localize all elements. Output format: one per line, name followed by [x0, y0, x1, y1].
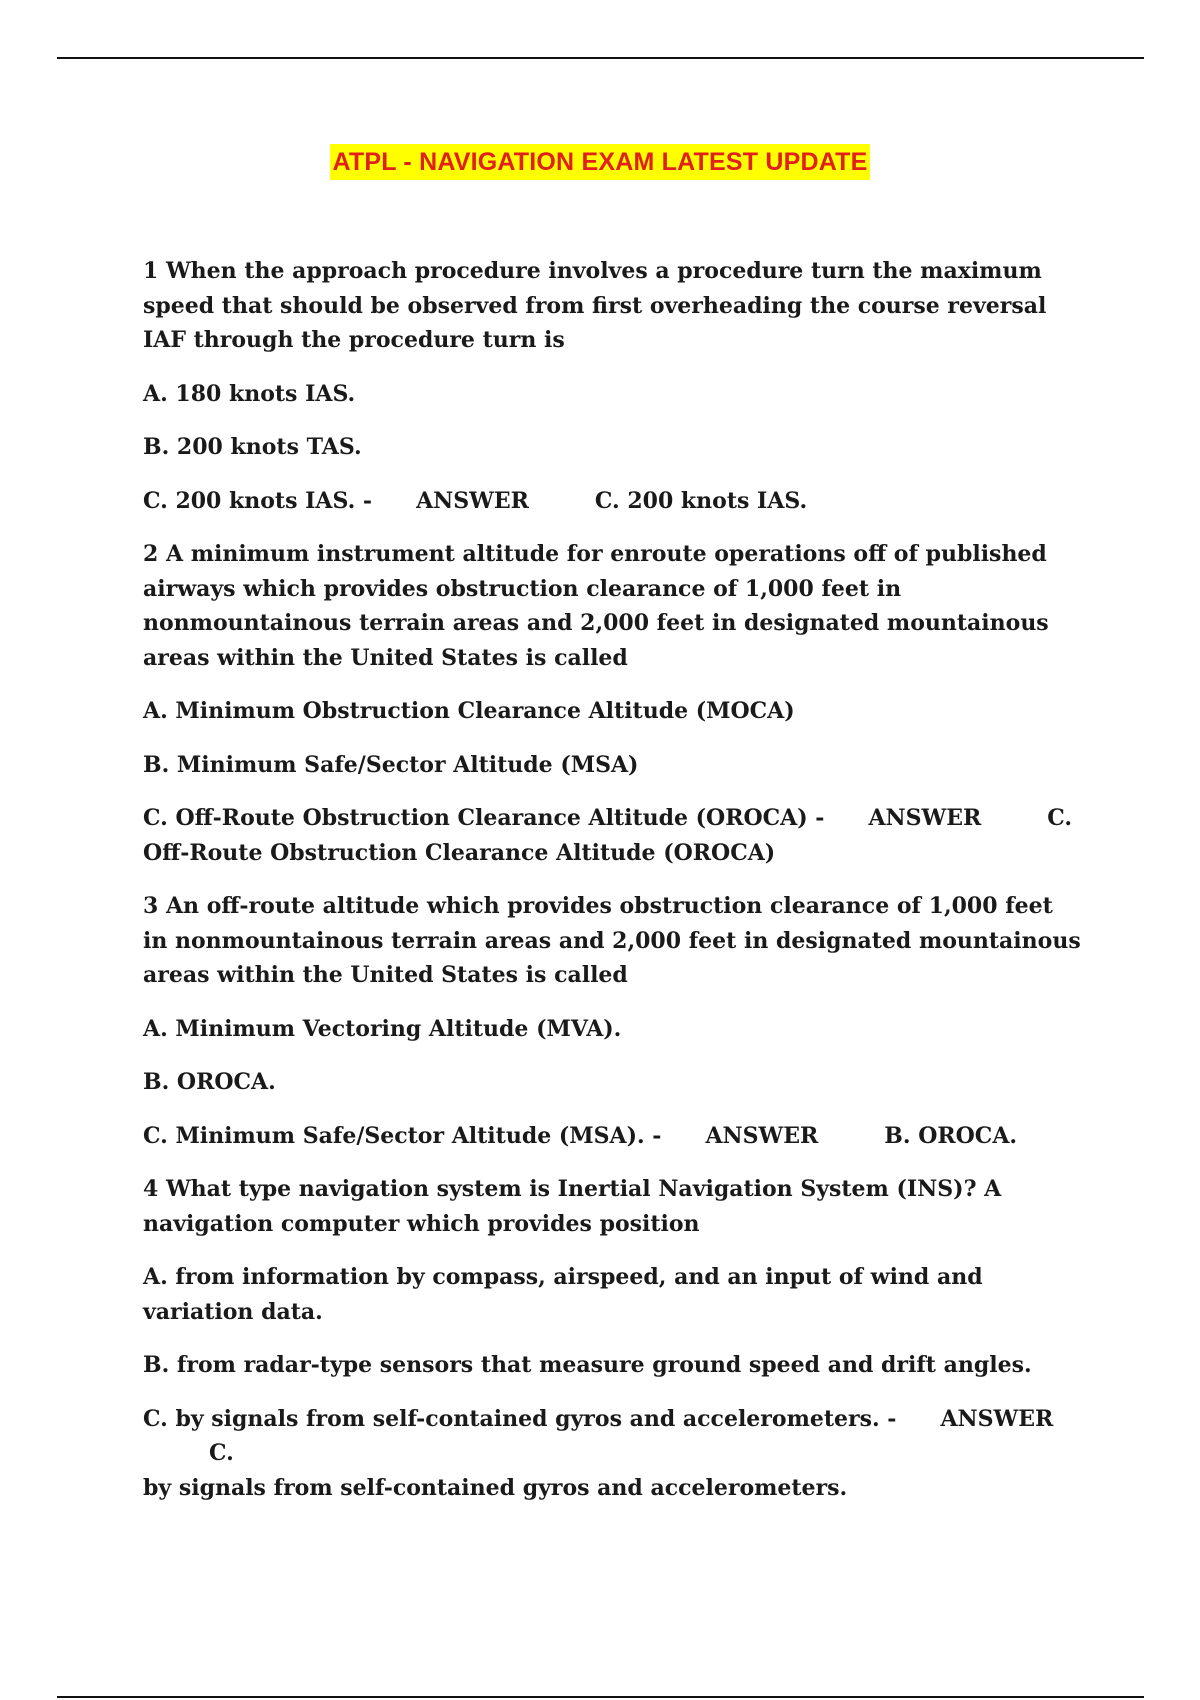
- q1-option-c: C. 200 knots IAS. -: [143, 487, 373, 514]
- question-list: [143, 254, 1083, 1524]
- question-2: 2 A minimum instrument altitude for enroute operations off of published airways which provides obstruction clearance of 1,000 feet in nonmountainous terrain areas and 2,000 feet in designated mountainous areas within the United States is called: [143, 541, 1049, 671]
- q4-option-c: C. by signals from self-contained gyros and accelerometers. -: [143, 1405, 897, 1432]
- q4-option-c-answer-line: [143, 1402, 1083, 1506]
- q1-answer: C. 200 knots IAS.: [594, 487, 808, 514]
- question-1: 1 When the approach procedure involves a procedure turn the maximum speed that should be observed from first overheading the course reversal IAF through the procedure turn is: [143, 258, 1047, 353]
- bottom-rule: [57, 1696, 1144, 1698]
- q2-option-c: C. Off-Route Obstruction Clearance Altitude (OROCA) -: [143, 805, 825, 831]
- q2-option-b: B. Minimum Safe/Sector Altitude (MSA): [143, 751, 639, 778]
- top-rule: [57, 57, 1144, 59]
- q2-option-c-answer-line: [143, 801, 1083, 870]
- title-block: [0, 144, 1200, 180]
- q4-option-a: A. from information by compass, airspeed, and an input of wind and variation data.: [143, 1264, 983, 1325]
- q2-answer-rest: Off-Route Obstruction Clearance Altitude (OROCA): [143, 839, 776, 866]
- q2-answer-prefix: C.: [1047, 805, 1073, 831]
- q3-option-c: C. Minimum Safe/Sector Altitude (MSA). -: [143, 1122, 662, 1149]
- q4-answer-prefix: C.: [209, 1440, 234, 1466]
- q4-answer-rest: by signals from self-contained gyros and accelerometers.: [143, 1474, 848, 1501]
- q1-option-b: B. 200 knots TAS.: [143, 434, 362, 460]
- q4-answer-label: ANSWER: [940, 1405, 1054, 1432]
- q4-option-b: B. from radar-type sensors that measure ground speed and drift angles.: [143, 1352, 1032, 1378]
- question-4: 4 What type navigation system is Inertial Navigation System (INS)? A navigation computer which provides position: [143, 1176, 1002, 1237]
- q2-option-a: A. Minimum Obstruction Clearance Altitude (MOCA): [143, 698, 795, 724]
- q3-option-c-answer-line: [143, 1119, 1083, 1154]
- document-title: ATPL - NAVIGATION EXAM LATEST UPDATE: [330, 144, 871, 180]
- q3-option-b: B. OROCA.: [143, 1069, 276, 1095]
- q1-option-a: A. 180 knots IAS.: [143, 380, 356, 407]
- q1-answer-label: ANSWER: [416, 487, 529, 514]
- q3-option-a: A. Minimum Vectoring Altitude (MVA).: [143, 1015, 622, 1042]
- q3-answer-label: ANSWER: [705, 1122, 819, 1149]
- question-3: 3 An off-route altitude which provides obstruction clearance of 1,000 feet in nonmountainous terrain areas and 2,000 feet in designated mountainous areas within the United States is called: [143, 893, 1081, 988]
- q1-option-c-answer-line: [143, 484, 1083, 519]
- q2-answer-label: ANSWER: [868, 805, 982, 831]
- q3-answer: B. OROCA.: [884, 1122, 1018, 1149]
